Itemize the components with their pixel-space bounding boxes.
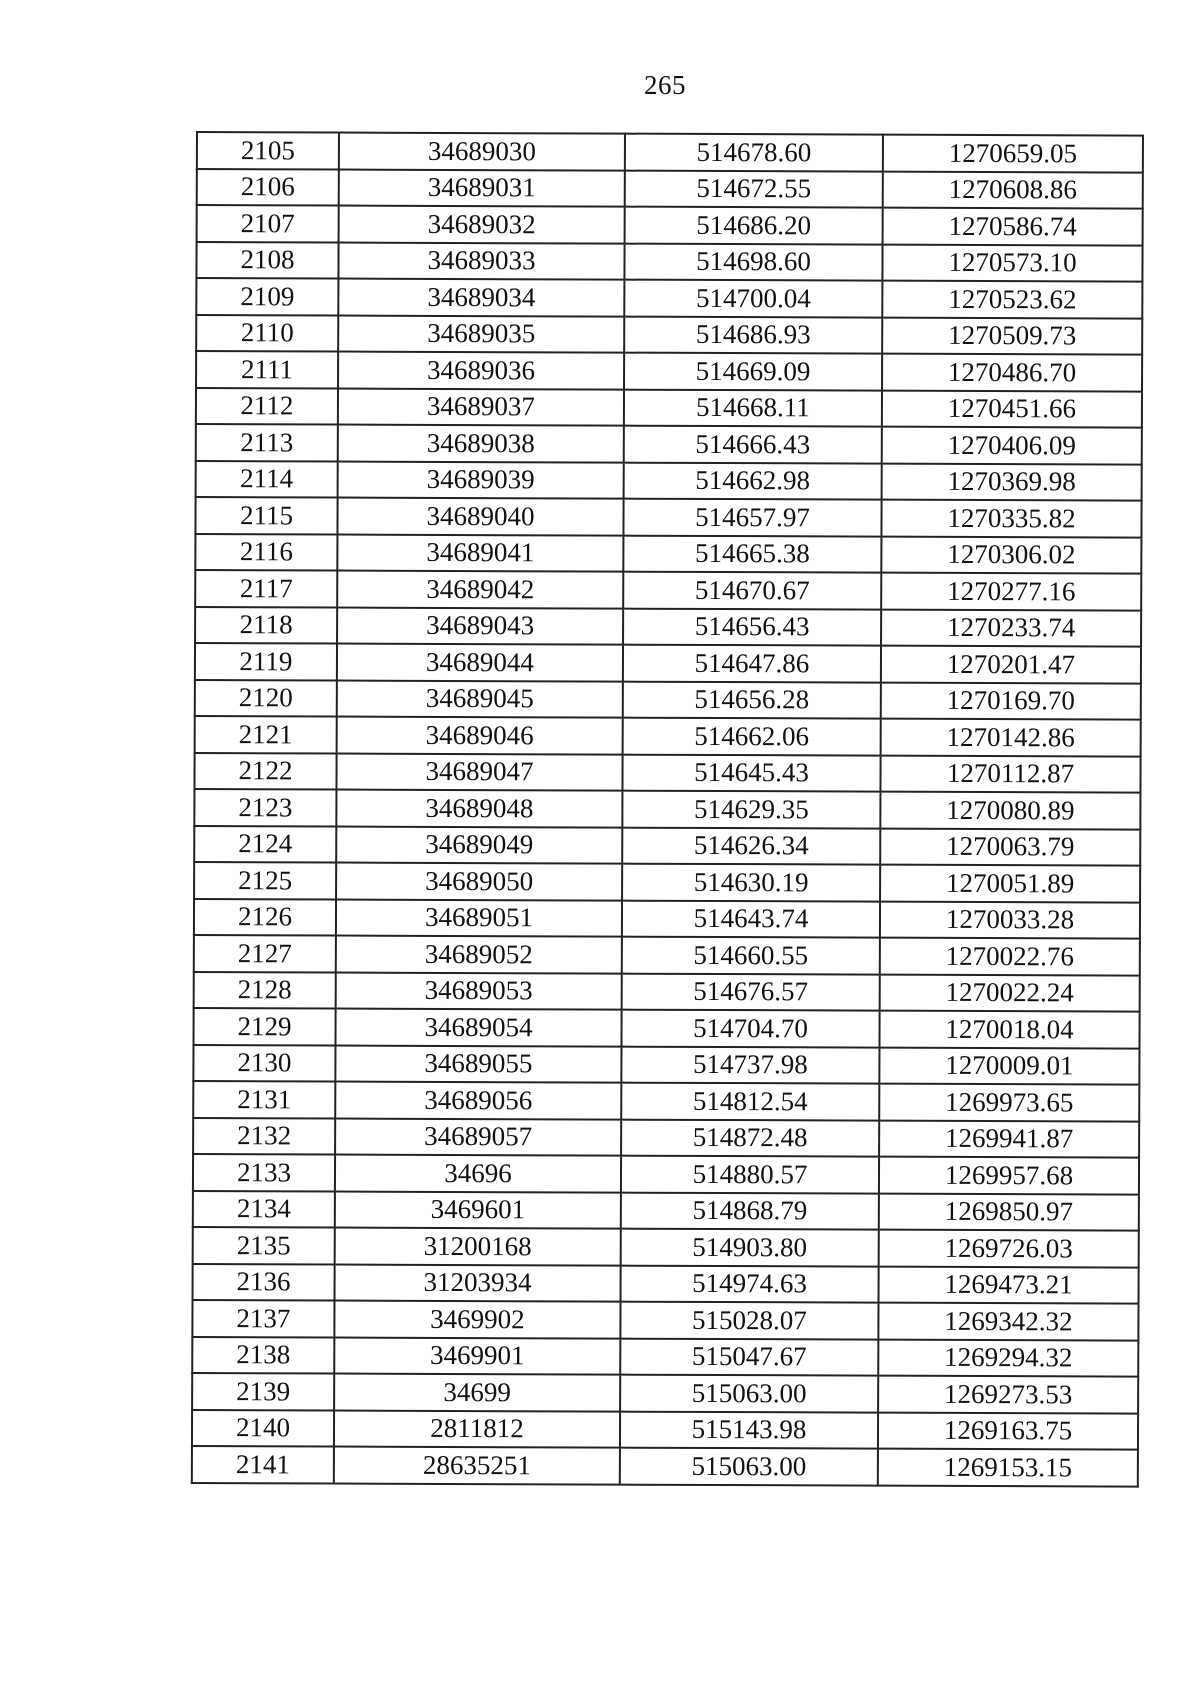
- point-id-cell: 34689055: [335, 1045, 621, 1083]
- point-number-cell: 2137: [192, 1300, 334, 1337]
- table-body: [192, 132, 1143, 1486]
- point-number-cell: 2126: [194, 898, 336, 935]
- x-coordinate-cell: 514662.06: [623, 718, 881, 755]
- point-number-cell: 2115: [195, 497, 337, 534]
- table-row: [195, 716, 1141, 756]
- coordinates-table: [191, 131, 1144, 1487]
- x-coordinate-cell: 514670.67: [623, 572, 881, 609]
- y-coordinate-cell: 1270509.73: [882, 317, 1142, 354]
- point-id-cell: 3469601: [335, 1191, 621, 1229]
- point-number-cell: 2117: [195, 570, 337, 607]
- table-row: [196, 242, 1142, 282]
- point-number-cell: 2141: [192, 1446, 334, 1483]
- y-coordinate-cell: 1270080.89: [880, 792, 1140, 829]
- x-coordinate-cell: 514686.93: [624, 316, 882, 353]
- table-row: [197, 169, 1143, 209]
- x-coordinate-cell: 514647.86: [623, 645, 881, 682]
- y-coordinate-cell: 1270573.10: [882, 244, 1142, 281]
- y-coordinate-cell: 1270169.70: [881, 682, 1141, 719]
- point-id-cell: 34699: [334, 1374, 620, 1412]
- y-coordinate-cell: 1270063.79: [880, 828, 1140, 865]
- point-id-cell: 34696: [335, 1155, 621, 1193]
- table-row: [192, 1409, 1138, 1449]
- point-number-cell: 2130: [193, 1044, 335, 1081]
- point-id-cell: 34689036: [338, 352, 624, 390]
- point-id-cell: 34689057: [335, 1118, 621, 1156]
- point-number-cell: 2138: [192, 1336, 334, 1373]
- point-id-cell: 34689045: [337, 680, 623, 718]
- y-coordinate-cell: 1270112.87: [880, 755, 1140, 792]
- x-coordinate-cell: 514656.28: [623, 681, 881, 718]
- point-id-cell: 34689030: [339, 133, 625, 171]
- point-number-cell: 2135: [193, 1227, 335, 1264]
- y-coordinate-cell: 1269294.32: [878, 1339, 1138, 1376]
- x-coordinate-cell: 514626.34: [622, 827, 880, 864]
- table-row: [195, 497, 1141, 537]
- table-row: [195, 643, 1141, 683]
- point-number-cell: 2124: [194, 825, 336, 862]
- x-coordinate-cell: 514903.80: [621, 1229, 879, 1266]
- y-coordinate-cell: 1270022.76: [880, 938, 1140, 975]
- y-coordinate-cell: 1270022.24: [880, 974, 1140, 1011]
- point-id-cell: 34689053: [336, 972, 622, 1010]
- y-coordinate-cell: 1270033.28: [880, 901, 1140, 938]
- x-coordinate-cell: 514645.43: [622, 754, 880, 791]
- y-coordinate-cell: 1269473.21: [879, 1266, 1139, 1303]
- y-coordinate-cell: 1270277.16: [881, 573, 1141, 610]
- table-row: [192, 1446, 1138, 1486]
- point-number-cell: 2122: [194, 752, 336, 789]
- y-coordinate-cell: 1270306.02: [881, 536, 1141, 573]
- point-number-cell: 2133: [193, 1154, 335, 1191]
- table-row: [193, 1008, 1139, 1048]
- table-row: [196, 461, 1142, 501]
- point-id-cell: 3469902: [334, 1301, 620, 1339]
- point-number-cell: 2134: [193, 1190, 335, 1227]
- point-number-cell: 2108: [196, 242, 338, 279]
- point-id-cell: 34689033: [338, 242, 624, 280]
- table-row: [194, 862, 1140, 902]
- x-coordinate-cell: 515047.67: [620, 1338, 878, 1375]
- y-coordinate-cell: 1270201.47: [881, 646, 1141, 683]
- x-coordinate-cell: 514868.79: [621, 1192, 879, 1229]
- table-row: [197, 205, 1143, 245]
- point-number-cell: 2120: [195, 679, 337, 716]
- table-row: [195, 607, 1141, 647]
- point-id-cell: 34689047: [336, 753, 622, 791]
- table-row: [196, 351, 1142, 391]
- point-number-cell: 2125: [194, 862, 336, 899]
- point-number-cell: 2140: [192, 1409, 334, 1446]
- point-number-cell: 2105: [197, 132, 339, 169]
- y-coordinate-cell: 1269163.75: [878, 1412, 1138, 1449]
- x-coordinate-cell: 514737.98: [621, 1046, 879, 1083]
- point-id-cell: 34689046: [337, 717, 623, 755]
- point-number-cell: 2114: [196, 461, 338, 498]
- y-coordinate-cell: 1270233.74: [881, 609, 1141, 646]
- y-coordinate-cell: 1270142.86: [881, 719, 1141, 756]
- table-row: [193, 1154, 1139, 1194]
- point-number-cell: 2121: [195, 716, 337, 753]
- table-row: [195, 570, 1141, 610]
- point-id-cell: 34689051: [336, 899, 622, 937]
- point-id-cell: 34689052: [336, 936, 622, 974]
- point-id-cell: 34689039: [338, 461, 624, 499]
- point-id-cell: 3469901: [334, 1337, 620, 1375]
- point-number-cell: 2128: [194, 971, 336, 1008]
- y-coordinate-cell: 1270608.86: [883, 171, 1143, 208]
- y-coordinate-cell: 1270018.04: [879, 1011, 1139, 1048]
- point-id-cell: 28635251: [334, 1447, 620, 1485]
- y-coordinate-cell: 1270009.01: [879, 1047, 1139, 1084]
- point-id-cell: 34689041: [337, 534, 623, 572]
- x-coordinate-cell: 514678.60: [625, 134, 883, 171]
- x-coordinate-cell: 514630.19: [622, 864, 880, 901]
- x-coordinate-cell: 514629.35: [622, 791, 880, 828]
- point-id-cell: 2811812: [334, 1410, 620, 1448]
- x-coordinate-cell: 514662.98: [624, 462, 882, 499]
- x-coordinate-cell: 514700.04: [624, 280, 882, 317]
- point-id-cell: 31203934: [335, 1264, 621, 1302]
- point-id-cell: 34689054: [335, 1009, 621, 1047]
- x-coordinate-cell: 514704.70: [621, 1010, 879, 1047]
- table-row: [194, 935, 1140, 975]
- y-coordinate-cell: 1270486.70: [882, 354, 1142, 391]
- table-row: [192, 1336, 1138, 1376]
- point-id-cell: 34689035: [338, 315, 624, 353]
- table-row: [193, 1117, 1139, 1157]
- y-coordinate-cell: 1269850.97: [879, 1193, 1139, 1230]
- point-id-cell: 34689038: [338, 425, 624, 463]
- point-number-cell: 2123: [194, 789, 336, 826]
- point-number-cell: 2127: [194, 935, 336, 972]
- point-number-cell: 2107: [197, 205, 339, 242]
- point-number-cell: 2110: [196, 315, 338, 352]
- x-coordinate-cell: 514974.63: [621, 1265, 879, 1302]
- point-number-cell: 2111: [196, 351, 338, 388]
- coordinates-table-container: [191, 131, 1142, 1487]
- x-coordinate-cell: 514812.54: [621, 1083, 879, 1120]
- y-coordinate-cell: 1269273.53: [878, 1376, 1138, 1413]
- point-number-cell: 2109: [196, 278, 338, 315]
- table-row: [193, 1263, 1139, 1303]
- point-id-cell: 34689044: [337, 644, 623, 682]
- x-coordinate-cell: 514698.60: [624, 243, 882, 280]
- y-coordinate-cell: 1269957.68: [879, 1157, 1139, 1194]
- point-id-cell: 34689048: [336, 790, 622, 828]
- y-coordinate-cell: 1270451.66: [882, 390, 1142, 427]
- point-number-cell: 2119: [195, 643, 337, 680]
- table-row: [196, 388, 1142, 428]
- table-row: [193, 1227, 1139, 1267]
- table-row: [192, 1373, 1138, 1413]
- point-id-cell: 34689050: [336, 863, 622, 901]
- point-id-cell: 34689032: [339, 206, 625, 244]
- x-coordinate-cell: 514669.09: [624, 353, 882, 390]
- point-number-cell: 2106: [197, 169, 339, 206]
- table-row: [195, 534, 1141, 574]
- point-number-cell: 2113: [196, 424, 338, 461]
- x-coordinate-cell: 515063.00: [620, 1448, 878, 1485]
- point-number-cell: 2116: [195, 534, 337, 571]
- x-coordinate-cell: 514672.55: [625, 170, 883, 207]
- point-number-cell: 2132: [193, 1117, 335, 1154]
- point-id-cell: 34689042: [337, 571, 623, 609]
- point-number-cell: 2139: [192, 1373, 334, 1410]
- x-coordinate-cell: 514660.55: [622, 937, 880, 974]
- point-id-cell: 34689056: [335, 1082, 621, 1120]
- y-coordinate-cell: 1269973.65: [879, 1084, 1139, 1121]
- table-row: [193, 1044, 1139, 1084]
- x-coordinate-cell: 514656.43: [623, 608, 881, 645]
- y-coordinate-cell: 1270659.05: [883, 135, 1143, 172]
- y-coordinate-cell: 1270586.74: [883, 208, 1143, 245]
- point-id-cell: 34689043: [337, 607, 623, 645]
- point-id-cell: 34689037: [338, 388, 624, 426]
- table-row: [194, 789, 1140, 829]
- x-coordinate-cell: 514880.57: [621, 1156, 879, 1193]
- point-id-cell: 34689031: [339, 169, 625, 207]
- x-coordinate-cell: 514666.43: [624, 426, 882, 463]
- y-coordinate-cell: 1270406.09: [882, 427, 1142, 464]
- x-coordinate-cell: 515063.00: [620, 1375, 878, 1412]
- y-coordinate-cell: 1270051.89: [880, 865, 1140, 902]
- y-coordinate-cell: 1270335.82: [881, 500, 1141, 537]
- table-row: [196, 424, 1142, 464]
- table-row: [194, 825, 1140, 865]
- table-row: [196, 278, 1142, 318]
- table-row: [197, 132, 1143, 172]
- table-row: [193, 1190, 1139, 1230]
- point-id-cell: 34689034: [338, 279, 624, 317]
- x-coordinate-cell: 514668.11: [624, 389, 882, 426]
- table-row: [195, 679, 1141, 719]
- y-coordinate-cell: 1269153.15: [878, 1449, 1138, 1486]
- y-coordinate-cell: 1269941.87: [879, 1120, 1139, 1157]
- table-row: [196, 315, 1142, 355]
- y-coordinate-cell: 1270369.98: [882, 463, 1142, 500]
- point-id-cell: 31200168: [335, 1228, 621, 1266]
- x-coordinate-cell: 514676.57: [622, 973, 880, 1010]
- point-number-cell: 2136: [193, 1263, 335, 1300]
- table-row: [194, 752, 1140, 792]
- y-coordinate-cell: 1270523.62: [882, 281, 1142, 318]
- table-row: [192, 1300, 1138, 1340]
- table-row: [193, 1081, 1139, 1121]
- point-id-cell: 34689040: [337, 498, 623, 536]
- point-id-cell: 34689049: [336, 826, 622, 864]
- x-coordinate-cell: 514665.38: [623, 535, 881, 572]
- y-coordinate-cell: 1269726.03: [879, 1230, 1139, 1267]
- point-number-cell: 2129: [193, 1008, 335, 1045]
- x-coordinate-cell: 514643.74: [622, 900, 880, 937]
- point-number-cell: 2131: [193, 1081, 335, 1118]
- table-row: [194, 971, 1140, 1011]
- x-coordinate-cell: 515028.07: [620, 1302, 878, 1339]
- table-row: [194, 898, 1140, 938]
- x-coordinate-cell: 514657.97: [623, 499, 881, 536]
- x-coordinate-cell: 514686.20: [625, 207, 883, 244]
- x-coordinate-cell: 515143.98: [620, 1411, 878, 1448]
- y-coordinate-cell: 1269342.32: [878, 1303, 1138, 1340]
- page-number: 265: [644, 70, 686, 100]
- point-number-cell: 2112: [196, 388, 338, 425]
- x-coordinate-cell: 514872.48: [621, 1119, 879, 1156]
- point-number-cell: 2118: [195, 607, 337, 644]
